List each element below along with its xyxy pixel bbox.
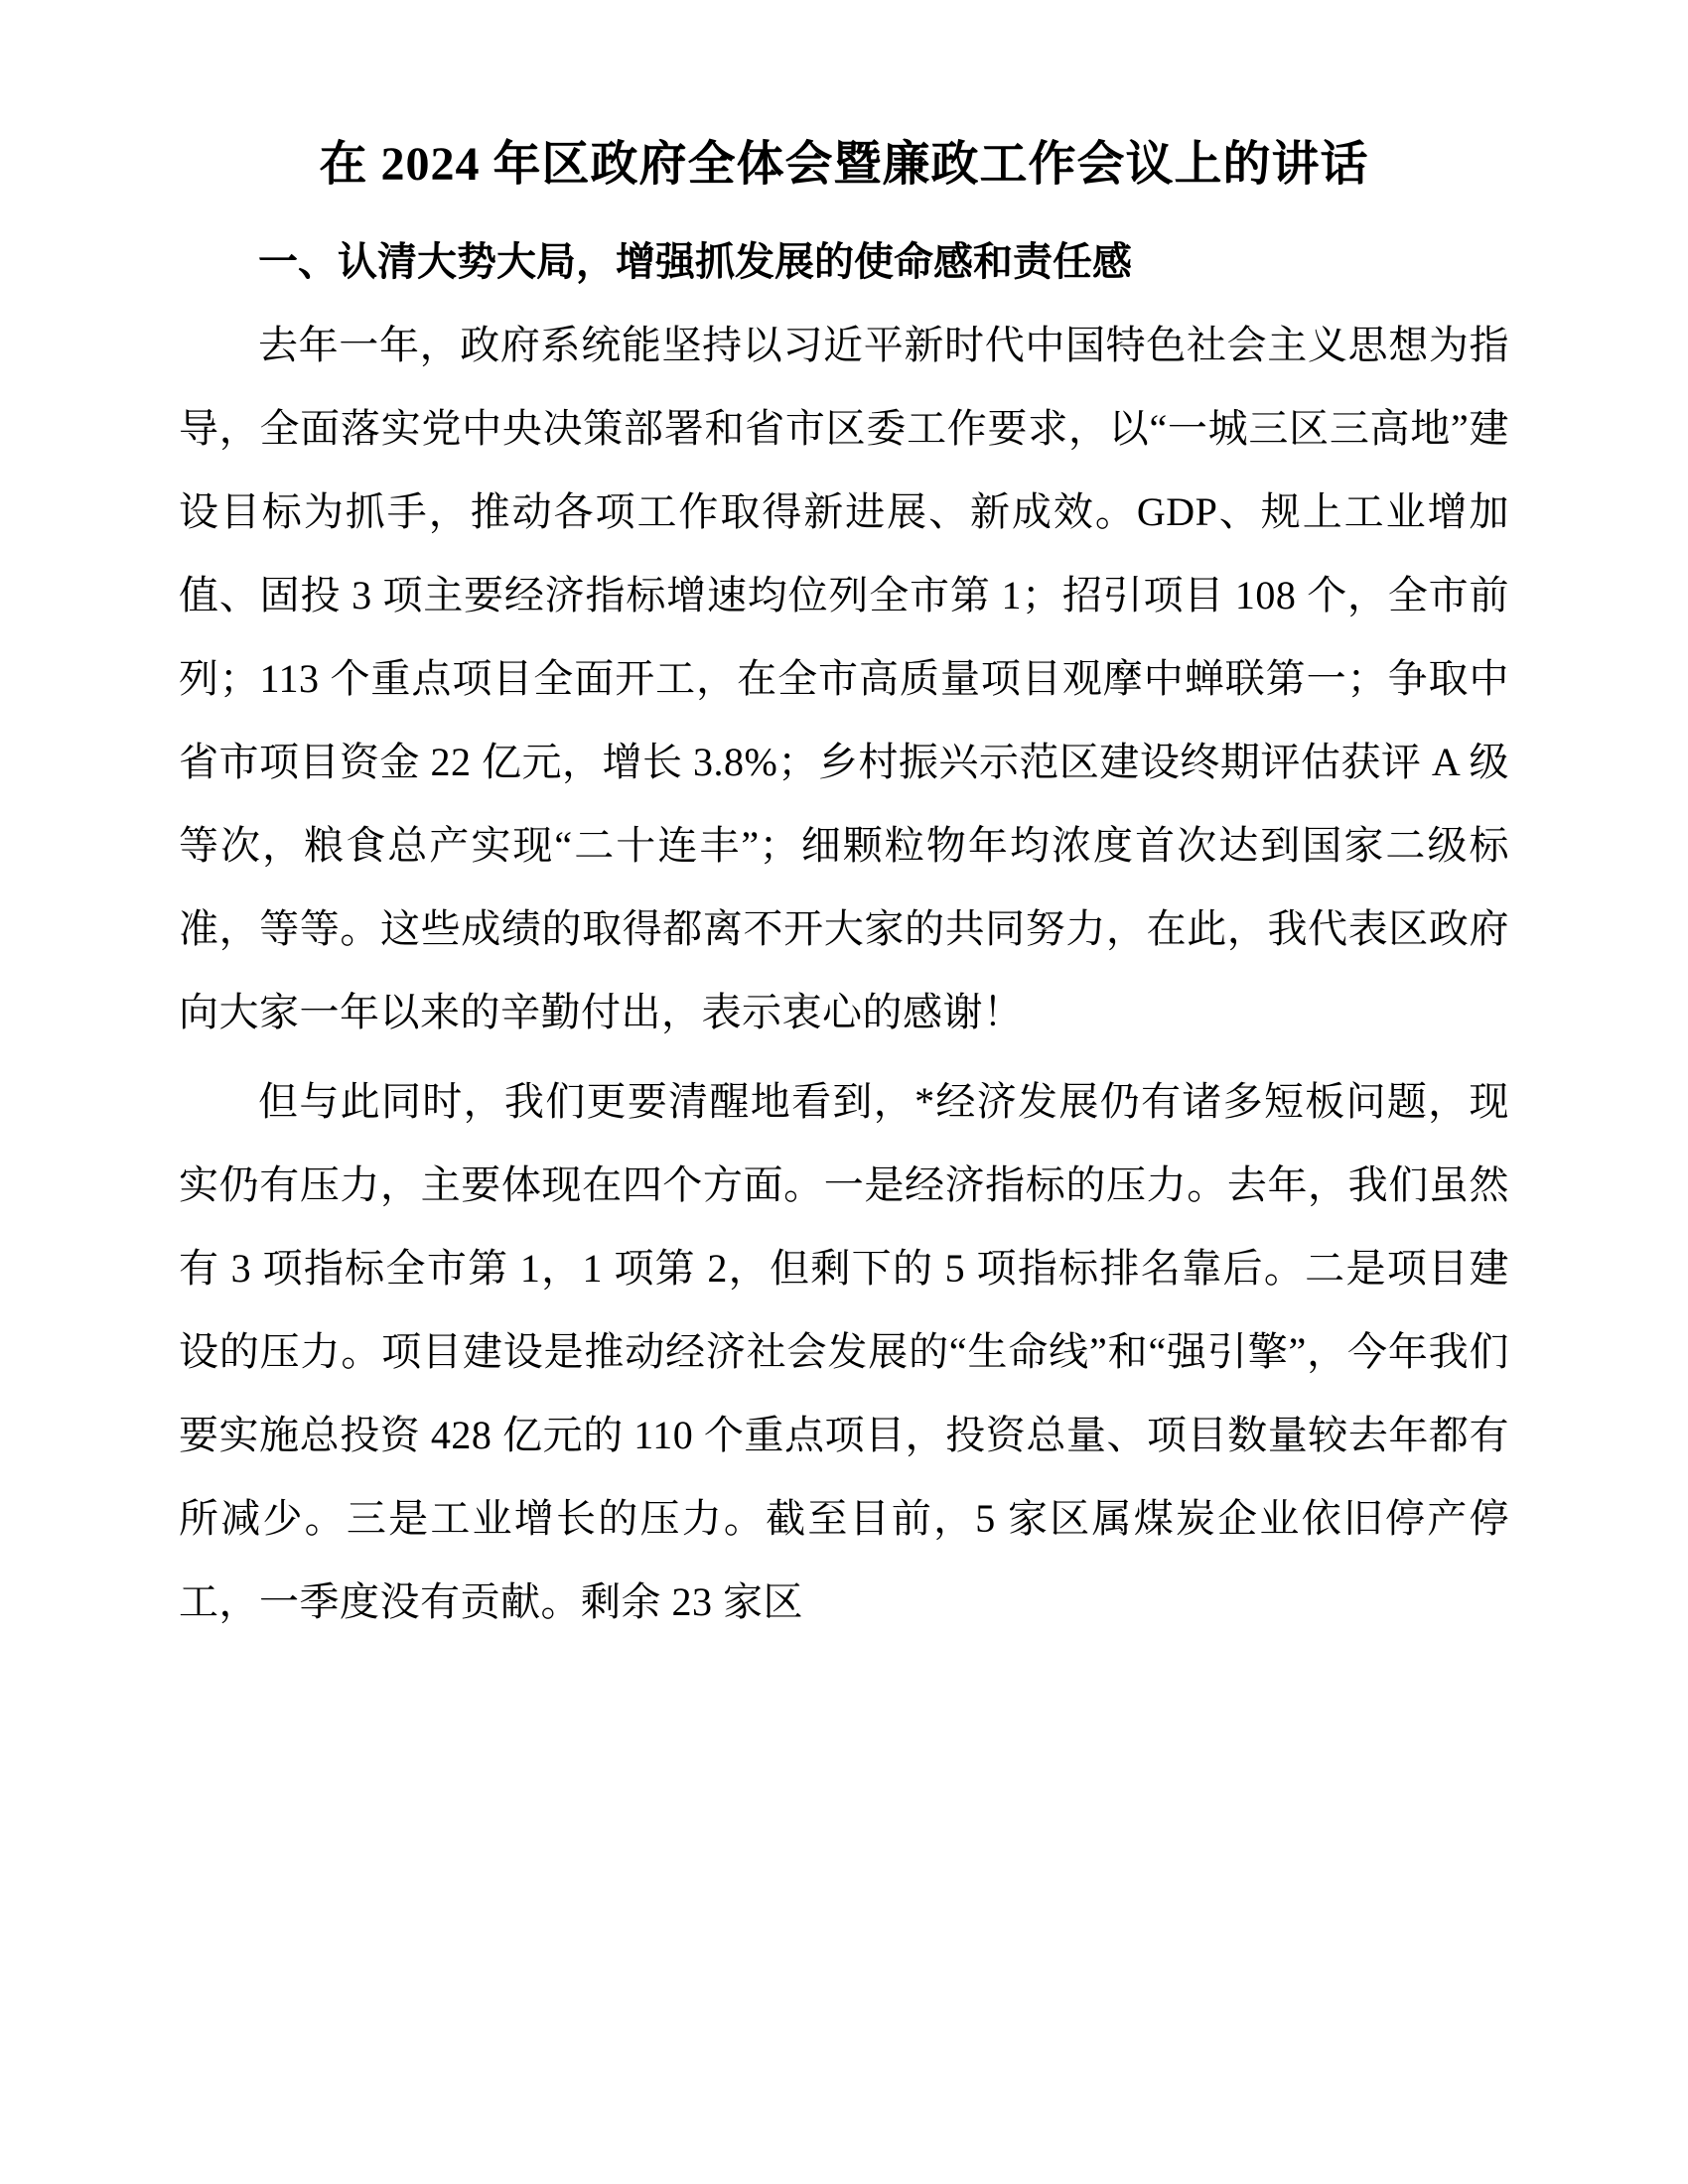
page-title: 在 2024 年区政府全体会暨廉政工作会议上的讲话 (319, 138, 1369, 191)
section-heading: 一、认清大势大局，增强抓发展的使命感和责任感 (258, 239, 1132, 284)
body-paragraph: 去年一年，政府系统能坚持以习近平新时代中国特色社会主义思想为指导，全面落实党中央决策部署和省市区委工作要求，以“一城三区三高地”建设目标为抓手，推动各项工作取得新进展、新成效。GDP、规上工业增加值、固投 3 项主要经济指标增速均位列全市第 1；招引项目 108 个，全市前列；113 个重点项目全面开工，在全市高质量项目观摩中蝉联第一；争取中省市项目资金 22 亿元，增长 3.8%；乡村振兴示范区建设终期评估获评 A 级等次，粮食总产实现“二十连丰”；细颗粒物年均浓度首次达到国家二级标准，等等。这些成绩的取得都离不开大家的共同努力，在此，我代表区政府向大家一年以来的辛勤付出，表示衷心的感谢！ (179, 323, 1509, 1034)
body-paragraph: 但与此同时，我们更要清醒地看到，*经济发展仍有诸多短板问题，现实仍有压力，主要体现在四个方面。一是经济指标的压力。去年，我们虽然有 3 项指标全市第 1，1 项第 2，但剩下的 5 项指标排名靠后。二是项目建设的压力。项目建设是推动经济社会发展的“生命线”和“强引擎”，今年我们要实施总投资 428 亿元的 110 个重点项目，投资总量、项目数量较去年都有所减少。三是工业增长的压力。截至目前，5 家区属煤炭企业依旧停产停工，一季度没有贡献。剩余 23 家区 (179, 1079, 1509, 1624)
